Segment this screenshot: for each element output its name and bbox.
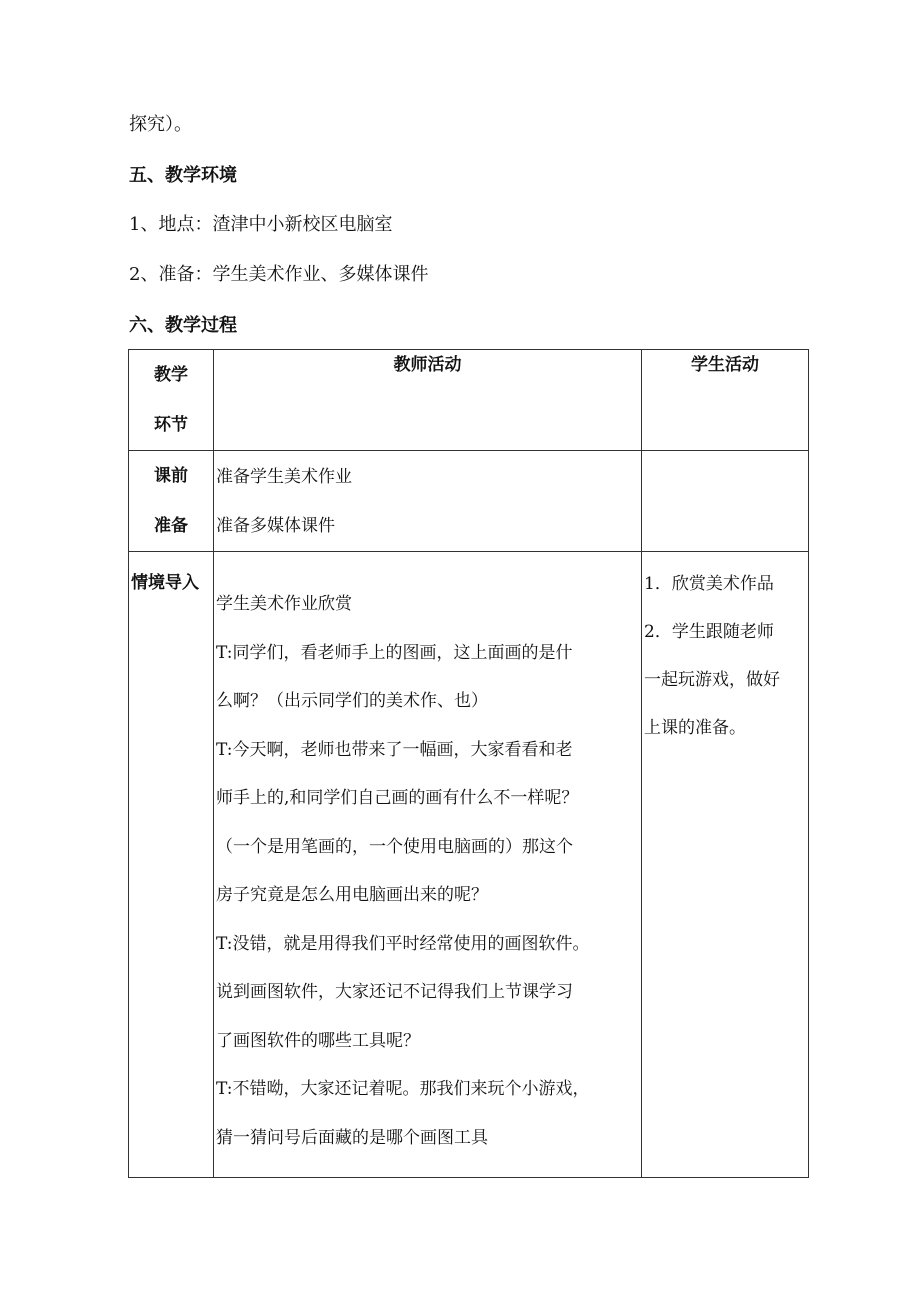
- student-line: 上课的准备。: [644, 718, 746, 738]
- stage-cell-preparation: [129, 451, 214, 552]
- student-line: 一起玩游戏，做好: [644, 670, 780, 690]
- teacher-line: T:没错，就是用得我们平时经常使用的画图软件。: [216, 933, 590, 954]
- teacher-line: 准备学生美术作业: [216, 467, 352, 487]
- stage-cell-introduction: [129, 552, 214, 1178]
- environment-preparation: 2、准备：学生美术作业、多媒体课件: [129, 264, 429, 285]
- header-stage-line2: 环节: [154, 415, 188, 435]
- teaching-process-table: [128, 349, 809, 1178]
- teacher-activity-preparation: [214, 451, 642, 552]
- teacher-line: 了画图软件的哪些工具呢？: [216, 1030, 420, 1051]
- table-row-preparation: [129, 451, 809, 552]
- student-activity-introduction: [642, 552, 809, 1178]
- teacher-activity-introduction: [214, 552, 642, 1178]
- environment-location: 1、地点：渣津中小新校区电脑室: [129, 214, 393, 235]
- header-teacher-activity: 教师活动: [214, 350, 642, 451]
- teacher-line: 学生美术作业欣赏: [216, 594, 352, 614]
- header-stage-line1: 教学: [154, 365, 188, 385]
- student-activity-preparation: [642, 451, 809, 552]
- teacher-line: 房子究竟是怎么用电脑画出来的呢？: [216, 885, 488, 905]
- table-row-introduction: [129, 552, 809, 1178]
- teacher-line: 猜一猜问号后面藏的是哪个画图工具: [216, 1127, 488, 1148]
- teacher-line: T:今天啊，老师也带来了一幅画，大家看看和老: [216, 739, 573, 760]
- stage-preparation-line2: 准备: [154, 516, 188, 536]
- header-stage-cell: [129, 350, 214, 451]
- teacher-line: T:不错呦，大家还记着呢。那我们来玩个小游戏，: [216, 1079, 590, 1099]
- header-student-activity: 学生活动: [642, 350, 809, 451]
- teacher-line: 准备多媒体课件: [216, 515, 335, 536]
- stage-introduction-label: 情境导入: [131, 573, 199, 593]
- teacher-line: 师手上的,和同学们自己画的画有什么不一样呢？: [216, 788, 579, 808]
- section5-heading: 五、教学环境: [129, 165, 237, 186]
- table-header-row: [129, 350, 809, 451]
- student-line: 1．欣赏美术作品: [644, 574, 774, 594]
- teacher-line: 么啊？（出示同学们的美术作、也）: [216, 691, 488, 711]
- student-line: 2．学生跟随老师: [644, 622, 774, 642]
- stage-preparation-line1: 课前: [154, 466, 188, 486]
- teacher-line: T:同学们，看老师手上的图画，这上面画的是什: [216, 642, 573, 663]
- teacher-line: （一个是用笔画的，一个使用电脑画的）那这个: [216, 836, 573, 857]
- section6-heading: 六、教学过程: [129, 315, 237, 336]
- continued-text: 探究）。: [129, 114, 192, 135]
- teacher-line: 说到画图软件，大家还记不记得我们上节课学习: [216, 982, 573, 1002]
